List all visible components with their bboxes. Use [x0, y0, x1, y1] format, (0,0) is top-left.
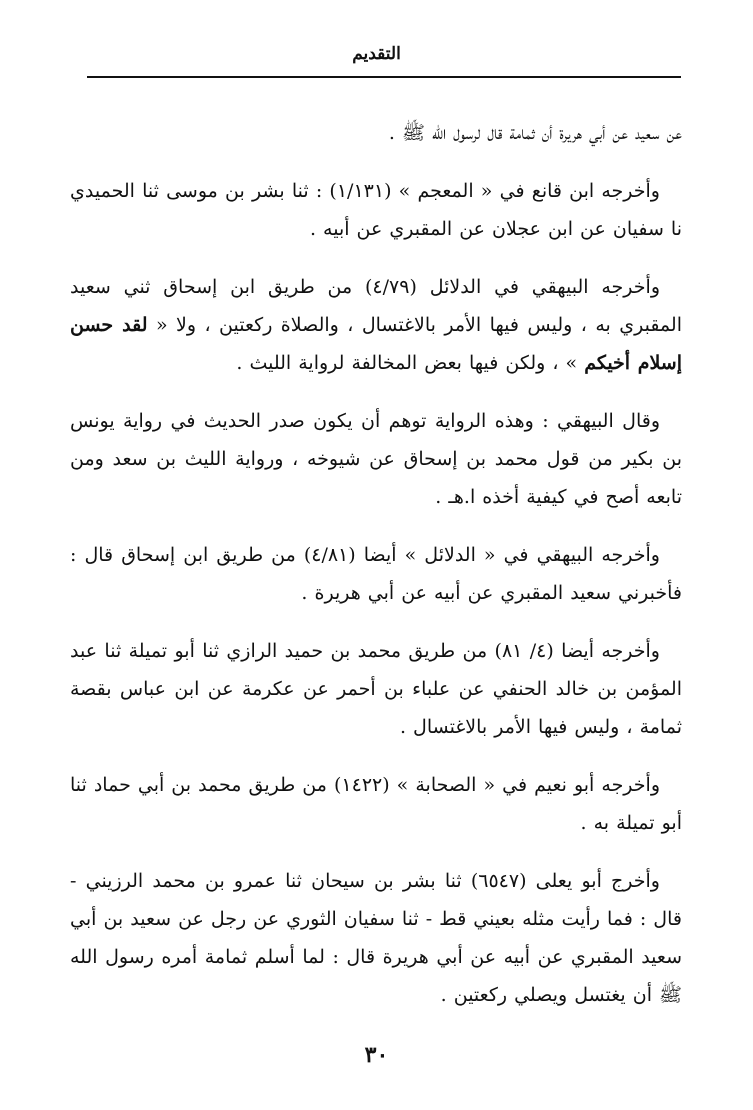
paragraph-8: وأخرج أبو يعلى (٦٥٤٧) ثنا بشر بن سيحان ثنا عمرو بن محمد الرزيني - قال : فما رأيت مثله بعيني قط - ثنا سفيان الثوري عن رجل عن سعيد بن أبي سعيد المقبري عن أبيه عن أبي هريرة قال : لما أسلم ثمامة أمره رسول الله ﷺ أن يغتسل ويصلي ركعتين . [70, 870, 682, 1006]
paragraph-2: وأخرجه ابن قانع في « المعجم » (١/١٣١) : ثنا بشر بن موسى ثنا الحميدي نا سفيان عن ابن عجلان عن المقبري عن أبيه . [70, 180, 682, 240]
paragraph-3-text-before: وأخرجه البيهقي في الدلائل (٤/٧٩) من طريق ابن إسحاق ثني سعيد المقبري به ، وليس فيها الأمر بالاغتسال ، والصلاة ركعتين ، ولا « [70, 276, 682, 336]
header-divider [87, 76, 681, 78]
page-header-title: التقديم [352, 44, 401, 64]
paragraph-7: وأخرجه أبو نعيم في « الصحابة » (١٤٢٢) من طريق محمد بن أبي حماد ثنا أبو تميلة به . [69, 774, 682, 834]
page-body [70, 114, 682, 1034]
paragraph-6: وأخرجه أيضا (٤/ ٨١) من طريق محمد بن حميد الرازي ثنا أبو تميلة ثنا عبد المؤمن بن خالد الحنفي عن علباء بن أحمر عن عكرمة عن ابن عباس بقصة ثمامة ، وليس فيها الأمر بالاغتسال . [70, 640, 682, 738]
paragraph-4: وقال البيهقي : وهذه الرواية توهم أن يكون صدر الحديث في رواية يونس بن بكير من قول محمد بن إسحاق عن شيوخه ، ورواية الليث بن سعد ومن تابعه أصح في كيفية أخذه ا.هـ . [70, 410, 682, 508]
paragraph-3-bold-quote: لقد حسن إسلام أخيكم [70, 314, 682, 374]
paragraph-5: وأخرجه البيهقي في « الدلائل » أيضا (٤/٨١) من طريق ابن إسحاق قال : فأخبرني سعيد المقبري عن أبيه عن أبي هريرة . [70, 544, 682, 604]
paragraph-3-text-after: » ، ولكن فيها بعض المخالفة لرواية الليث . [236, 352, 585, 374]
page-number: ٣٠ [364, 1042, 389, 1068]
paragraph-1: عن سعيد عن أبي هريرة أن ثمامة قال لرسول الله ﷺ . [388, 122, 682, 144]
paragraph-3 [70, 268, 682, 382]
